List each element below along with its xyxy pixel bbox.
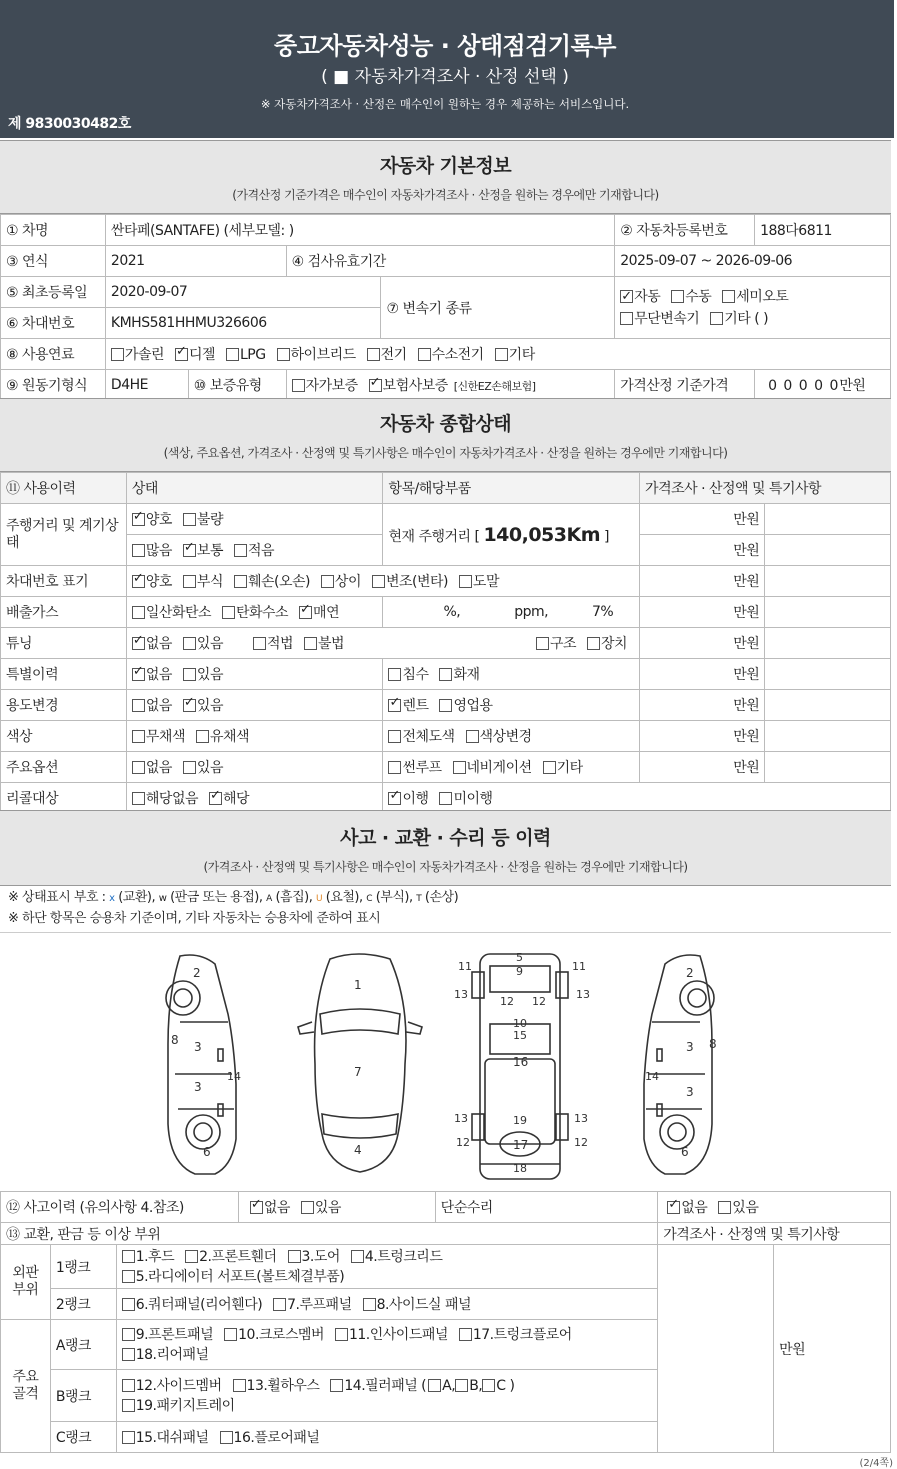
svg-text:3: 3: [686, 1040, 694, 1054]
rank-1-label: 1랭크: [50, 1245, 116, 1289]
part-pillar-checkbox[interactable]: [330, 1379, 343, 1392]
col-history: ⑪ 사용이력: [1, 473, 127, 504]
color-chromatic-checkbox[interactable]: [196, 730, 209, 743]
svg-text:9: 9: [516, 965, 523, 978]
usage-label: 용도변경: [1, 690, 127, 721]
options-items: 썬루프 네비게이션 기타: [383, 752, 640, 783]
accident-history-options: ✓ 없음 있음: [238, 1192, 435, 1223]
options-sunroof-checkbox[interactable]: [388, 761, 401, 774]
accident-exist-checkbox[interactable]: [301, 1201, 314, 1214]
options-none-checkbox[interactable]: [132, 761, 145, 774]
part-trunk-floor-checkbox[interactable]: [459, 1328, 472, 1341]
part-dash-panel-checkbox[interactable]: [122, 1431, 135, 1444]
engine-label: ⑨ 원동기형식: [1, 370, 106, 401]
car-frame-diagram: [454, 951, 590, 1179]
parts-price-label: 가격조사 · 산정액 및 특기사항: [658, 1223, 891, 1245]
overall-table: [0, 472, 891, 814]
svg-text:4: 4: [354, 1143, 362, 1157]
options-label: 주요옵션: [1, 752, 127, 783]
accident-subtitle: (가격조사 · 산정액 및 특기사항은 매수인이 자동차가격조사 · 산정을 원하는 경우에만 기재합니다): [203, 860, 688, 874]
svg-text:13: 13: [574, 1112, 588, 1125]
special-status: ✓ 없음 있음: [126, 659, 383, 690]
svg-text:5: 5: [516, 951, 523, 964]
rank-b-label: B랭크: [50, 1370, 116, 1422]
first-reg-label: ⑤ 최초등록일: [1, 277, 106, 308]
trans-manual-checkbox[interactable]: [671, 290, 684, 303]
special-label: 특별이력: [1, 659, 127, 690]
options-price: 만원: [640, 752, 765, 783]
svg-text:11: 11: [572, 960, 586, 973]
pillar-a-checkbox[interactable]: [428, 1379, 441, 1392]
options-navi-checkbox[interactable]: [453, 761, 466, 774]
svg-text:6: 6: [203, 1145, 211, 1159]
color-full-paint-checkbox[interactable]: [388, 730, 401, 743]
rank-b-items: 12.사이드멤버 13.휠하우스 14.필러패널 ( A, B, C ) 19.패키지트레이: [116, 1370, 658, 1422]
overall-header: [0, 398, 891, 472]
reg-no-label: ② 자동차등록번호: [615, 215, 755, 246]
meter-bad-checkbox[interactable]: [183, 513, 196, 526]
parts-price-unit: 만원: [774, 1245, 891, 1453]
warranty-self-checkbox[interactable]: [292, 379, 305, 392]
basic-info-header: [0, 140, 891, 214]
part-roof-panel-checkbox[interactable]: [273, 1298, 286, 1311]
parts-label: ⑬ 교환, 판금 등 이상 부위: [1, 1223, 658, 1245]
emission-label: 배출가스: [1, 597, 127, 628]
part-wheel-house-checkbox[interactable]: [233, 1379, 246, 1392]
plate-price: 만원: [640, 566, 765, 597]
svg-text:19: 19: [513, 1114, 527, 1127]
trans-cvt-checkbox[interactable]: [620, 312, 633, 325]
plate-options: ✓ 양호 부식 훼손(오손) 상이 변조(변타) 도말: [126, 566, 639, 597]
fuel-diesel-checkbox[interactable]: [175, 348, 188, 361]
plate-altered-checkbox[interactable]: [372, 575, 385, 588]
reg-no-value: 188다6811: [755, 215, 891, 246]
car-name-label: ① 차명: [1, 215, 106, 246]
page-title: 중고자동차성능 · 상태점검기록부: [274, 32, 616, 60]
svg-text:14: 14: [227, 1070, 241, 1083]
recall-items: ✓ 이행 미이행: [383, 783, 891, 814]
mileage-status: 많음 ✓ 보통 적음: [126, 535, 383, 566]
part-quarter-panel-checkbox[interactable]: [122, 1298, 135, 1311]
legend-symbols: ※ 상태표시 부호 : x (교환), w (판금 또는 용접), A (흠집), U (요철), C (부식), T (손상): [8, 890, 459, 905]
part-radiator-support-checkbox[interactable]: [122, 1270, 135, 1283]
fuel-hydrogen-checkbox[interactable]: [418, 348, 431, 361]
mileage-current: 현재 주행거리 [ 140,053Km ]: [383, 504, 640, 566]
rank-c-label: C랭크: [50, 1422, 116, 1453]
symbol-legend: [8, 888, 458, 929]
part-front-fender-checkbox[interactable]: [185, 1250, 198, 1263]
fuel-label: ⑧ 사용연료: [1, 339, 106, 370]
emission-hc-checkbox[interactable]: [222, 606, 235, 619]
first-reg-value: 2020-09-07: [105, 277, 381, 308]
mileage-note-1: [765, 504, 891, 535]
usage-price: 만원: [640, 690, 765, 721]
special-note: [765, 659, 891, 690]
warranty-options: 자가보증 ✓ 보험사보증 [신한EZ손해보험]: [286, 370, 615, 401]
svg-text:15: 15: [513, 1029, 527, 1042]
color-note: [765, 721, 891, 752]
rank-1-items: 1.후드 2.프론트휀더 3.도어 4.트렁크리드 5.라디에이터 서포트(볼트체결부품): [116, 1245, 658, 1289]
tuning-none-checkbox[interactable]: [132, 637, 145, 650]
price-value: 0 0 0 0 0만원: [755, 370, 891, 401]
rank-a-label: A랭크: [50, 1320, 116, 1370]
parts-price-cell: [658, 1245, 774, 1453]
car-name-value: 싼타페(SANTAFE) (세부모델: ): [105, 215, 614, 246]
svg-text:1: 1: [354, 978, 362, 992]
svg-text:3: 3: [686, 1085, 694, 1099]
svg-text:12: 12: [574, 1136, 588, 1149]
trans-semi-checkbox[interactable]: [722, 290, 735, 303]
options-status: 없음 있음: [126, 752, 383, 783]
svg-text:12: 12: [456, 1136, 470, 1149]
mileage-note-2: [765, 535, 891, 566]
svg-text:17: 17: [513, 1138, 529, 1152]
simple-repair-options: ✓ 없음 있음: [658, 1192, 891, 1223]
vin-value: KMHS581HHMU326606: [105, 308, 381, 339]
pillar-c-checkbox[interactable]: [482, 1379, 495, 1392]
svg-text:3: 3: [194, 1040, 202, 1054]
plate-good-checkbox[interactable]: [132, 575, 145, 588]
usage-status: 없음 ✓ 있음: [126, 690, 383, 721]
usage-note: [765, 690, 891, 721]
svg-text:14: 14: [645, 1070, 659, 1083]
recall-done-checkbox[interactable]: [388, 792, 401, 805]
document-number: 제 9830030482호: [8, 116, 131, 132]
part-door-checkbox[interactable]: [288, 1250, 301, 1263]
accident-title: 사고 · 교환 · 수리 등 이력: [340, 827, 551, 849]
plate-damage-checkbox[interactable]: [234, 575, 247, 588]
outer-panel-label: 외판 부위: [1, 1245, 51, 1320]
meter-good-checkbox[interactable]: [132, 513, 145, 526]
mileage-price-1: 만원: [640, 504, 765, 535]
options-note: [765, 752, 891, 783]
color-change-checkbox[interactable]: [466, 730, 479, 743]
svg-text:13: 13: [454, 988, 468, 1001]
svg-text:3: 3: [194, 1080, 202, 1094]
basic-info-title: 자동차 기본정보: [379, 155, 512, 177]
warranty-insurer: [신한EZ손해보험]: [453, 380, 536, 393]
inspect-value: 2025-09-07 ~ 2026-09-06: [615, 246, 891, 277]
col-status: 상태: [126, 473, 383, 504]
part-front-panel-checkbox[interactable]: [122, 1328, 135, 1341]
col-item: 항목/해당부품: [383, 473, 640, 504]
fuel-lpg-checkbox[interactable]: [226, 348, 239, 361]
page-number: (2/4쪽): [859, 1458, 893, 1469]
warranty-label: ⑩ 보증유형: [188, 370, 286, 401]
emission-co-checkbox[interactable]: [132, 606, 145, 619]
trans-other-checkbox[interactable]: [710, 312, 723, 325]
recall-notdone-checkbox[interactable]: [439, 792, 452, 805]
trans-options: ✓자동 수동 세미오토 무단변속기 기타 ( ): [615, 277, 891, 339]
tuning-options: ✓ 없음 있음 적법 불법 구조 장치: [126, 628, 639, 659]
svg-text:12: 12: [532, 995, 546, 1008]
trans-label: ⑦ 변속기 종류: [381, 277, 615, 339]
engine-value: D4HE: [105, 370, 188, 401]
overall-title: 자동차 종합상태: [379, 413, 512, 435]
svg-text:2: 2: [193, 966, 201, 980]
fuel-electric-checkbox[interactable]: [367, 348, 380, 361]
mileage-many-checkbox[interactable]: [132, 544, 145, 557]
basic-info-table: [0, 214, 891, 401]
overall-subtitle: (색상, 주요옵션, 가격조사 · 산정액 및 특기사항은 매수인이 자동차가격조사 · 산정을 원하는 경우에만 기재합니다): [163, 446, 728, 460]
tuning-note: [765, 628, 891, 659]
svg-text:12: 12: [500, 995, 514, 1008]
mileage-price-2: 만원: [640, 535, 765, 566]
part-rear-panel-checkbox[interactable]: [122, 1348, 135, 1361]
fuel-gasoline-checkbox[interactable]: [111, 348, 124, 361]
emission-price: 만원: [640, 597, 765, 628]
usage-exist-checkbox[interactable]: [183, 699, 196, 712]
emission-smoke-checkbox[interactable]: [299, 606, 312, 619]
part-inside-panel-checkbox[interactable]: [335, 1328, 348, 1341]
plate-differ-checkbox[interactable]: [321, 575, 334, 588]
year-label: ③ 연식: [1, 246, 106, 277]
svg-text:10: 10: [513, 1017, 527, 1030]
usage-none-checkbox[interactable]: [132, 699, 145, 712]
vin-label: ⑥ 차대번호: [1, 308, 106, 339]
special-price: 만원: [640, 659, 765, 690]
col-price: 가격조사 · 산정액 및 특기사항: [640, 473, 891, 504]
legend-note: ※ 하단 항목은 승용차 기준이며, 기타 자동차는 승용차에 준하여 표시: [8, 911, 381, 926]
warranty-insurance-checkbox[interactable]: [369, 379, 382, 392]
special-items: 침수 화재: [383, 659, 640, 690]
repair-exist-checkbox[interactable]: [718, 1201, 731, 1214]
part-floor-panel-checkbox[interactable]: [220, 1431, 233, 1444]
tuning-structure-checkbox[interactable]: [536, 637, 549, 650]
special-none-checkbox[interactable]: [132, 668, 145, 681]
recall-label: 리콜대상: [1, 783, 127, 814]
recall-na-checkbox[interactable]: [132, 792, 145, 805]
car-diagram: [0, 934, 891, 1190]
recall-applicable-checkbox[interactable]: [209, 792, 222, 805]
part-hood-checkbox[interactable]: [122, 1250, 135, 1263]
color-achromatic-checkbox[interactable]: [132, 730, 145, 743]
color-label: 색상: [1, 721, 127, 752]
trans-auto-checkbox[interactable]: [620, 290, 633, 303]
special-exist-checkbox[interactable]: [183, 668, 196, 681]
part-side-member-checkbox[interactable]: [122, 1379, 135, 1392]
mileage-normal-checkbox[interactable]: [183, 544, 196, 557]
svg-text:6: 6: [681, 1145, 689, 1159]
svg-text:18: 18: [513, 1162, 527, 1175]
basic-info-subtitle: (가격산정 기준가격은 매수인이 자동차가격조사 · 산정을 원하는 경우에만 기재합니다): [232, 188, 659, 202]
emission-values: %, ppm, 7%: [383, 597, 640, 628]
part-trunk-lid-checkbox[interactable]: [351, 1250, 364, 1263]
svg-text:8: 8: [171, 1033, 179, 1047]
car-top-diagram: [298, 954, 422, 1172]
car-left-side-diagram: [166, 955, 241, 1174]
mileage-value: 140,053Km: [483, 523, 600, 546]
plate-note: [765, 566, 891, 597]
tuning-exist-checkbox[interactable]: [183, 637, 196, 650]
color-status: 무채색 유채색: [126, 721, 383, 752]
rank-c-items: 15.대쉬패널 16.플로어패널: [116, 1422, 658, 1453]
frame-label: 주요 골격: [1, 1320, 51, 1453]
mileage-label: 주행거리 및 계기상태: [1, 504, 127, 566]
header-bar: [0, 0, 894, 138]
tuning-device-checkbox[interactable]: [587, 637, 600, 650]
color-price: 만원: [640, 721, 765, 752]
pillar-b-checkbox[interactable]: [455, 1379, 468, 1392]
fuel-options: 가솔린 ✓ 디젤 LPG 하이브리드 전기 수소전기 기타: [105, 339, 890, 370]
rank-a-items: 9.프론트패널 10.크로스멤버 11.인사이드패널 17.트렁크플로어 18.리어패널: [116, 1320, 658, 1370]
price-label: 가격산정 기준가격: [615, 370, 755, 401]
usage-items: ✓ 렌트 영업용: [383, 690, 640, 721]
tuning-illegal-checkbox[interactable]: [304, 637, 317, 650]
meter-status: ✓양호 불량: [126, 504, 383, 535]
header-note: ※ 자동차가격조사 · 산정은 매수인이 원하는 경우 제공하는 서비스입니다.: [260, 97, 630, 111]
special-flood-checkbox[interactable]: [388, 668, 401, 681]
tuning-label: 튜닝: [1, 628, 127, 659]
accident-header: [0, 810, 891, 886]
simple-repair-label: 단순수리: [435, 1192, 658, 1223]
repair-none-checkbox[interactable]: [667, 1201, 680, 1214]
emission-note: [765, 597, 891, 628]
rank-2-label: 2랭크: [50, 1289, 116, 1320]
car-right-side-diagram: [644, 955, 717, 1174]
options-other-checkbox[interactable]: [543, 761, 556, 774]
recall-status: 해당없음 ✓ 해당: [126, 783, 383, 814]
svg-text:13: 13: [454, 1112, 468, 1125]
mileage-few-checkbox[interactable]: [234, 544, 247, 557]
emission-options: 일산화탄소 탄화수소 ✓ 매연: [126, 597, 383, 628]
part-package-tray-checkbox[interactable]: [122, 1399, 135, 1412]
parts-table: [0, 1222, 891, 1453]
inspect-label: ④ 검사유효기간: [286, 246, 615, 277]
plate-label: 차대번호 표기: [1, 566, 127, 597]
year-value: 2021: [105, 246, 286, 277]
tuning-price: 만원: [640, 628, 765, 659]
fuel-other-checkbox[interactable]: [495, 348, 508, 361]
part-side-sill-checkbox[interactable]: [363, 1298, 376, 1311]
svg-text:16: 16: [513, 1055, 529, 1069]
svg-text:11: 11: [458, 960, 472, 973]
plate-rust-checkbox[interactable]: [183, 575, 196, 588]
tuning-legal-checkbox[interactable]: [253, 637, 266, 650]
special-fire-checkbox[interactable]: [439, 668, 452, 681]
svg-text:8: 8: [709, 1037, 717, 1051]
part-cross-member-checkbox[interactable]: [224, 1328, 237, 1341]
svg-text:7: 7: [354, 1065, 362, 1079]
usage-business-checkbox[interactable]: [439, 699, 452, 712]
accident-history-table: [0, 1191, 891, 1223]
svg-text:2: 2: [686, 966, 694, 980]
options-exist-checkbox[interactable]: [183, 761, 196, 774]
plate-smear-checkbox[interactable]: [459, 575, 472, 588]
fuel-hybrid-checkbox[interactable]: [277, 348, 290, 361]
color-items: 전체도색 색상변경: [383, 721, 640, 752]
accident-history-label: ⑫ 사고이력 (유의사항 4.참조): [1, 1192, 239, 1223]
rank-2-items: 6.쿼터패널(리어휀다) 7.루프패널 8.사이드실 패널: [116, 1289, 658, 1320]
svg-text:13: 13: [576, 988, 590, 1001]
usage-rent-checkbox[interactable]: [388, 699, 401, 712]
page-subtitle: ( ■ 자동차가격조사 · 산정 선택 ): [321, 67, 569, 87]
accident-none-checkbox[interactable]: [250, 1201, 263, 1214]
